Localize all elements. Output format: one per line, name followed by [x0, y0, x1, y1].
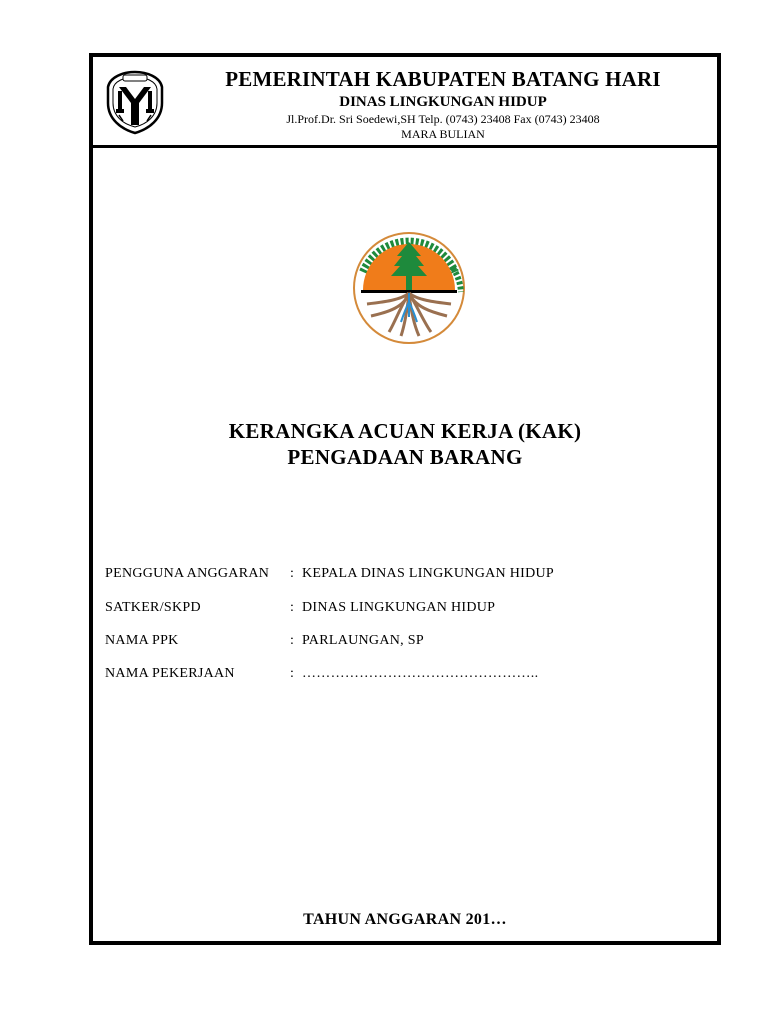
- batang-hari-emblem-icon: [105, 69, 165, 135]
- department-city: MARA BULIAN: [401, 127, 485, 141]
- info-value: …………………………………………..: [302, 666, 539, 681]
- info-colon: :: [290, 666, 295, 681]
- document-title-line2: PENGADAAN BARANG: [287, 445, 523, 469]
- document-frame: [89, 53, 721, 945]
- letterhead: [93, 57, 717, 148]
- info-value: KEPALA DINAS LINGKUNGAN HIDUP: [302, 566, 555, 581]
- info-colon: :: [290, 566, 295, 581]
- environment-ministry-logo-icon: [349, 232, 469, 344]
- department-name: DINAS LINGKUNGAN HIDUP: [339, 94, 547, 110]
- budget-year: TAHUN ANGGARAN 201…: [303, 911, 507, 928]
- info-colon: :: [290, 600, 295, 615]
- info-value: DINAS LINGKUNGAN HIDUP: [302, 600, 496, 615]
- info-value: PARLAUNGAN, SP: [302, 633, 424, 648]
- info-label: SATKER/SKPD: [105, 600, 201, 615]
- agency-title: PEMERINTAH KABUPATEN BATANG HARI: [225, 67, 661, 91]
- info-label: NAMA PPK: [105, 633, 179, 648]
- info-label: NAMA PEKERJAAN: [105, 666, 235, 681]
- info-label: PENGGUNA ANGGARAN: [105, 566, 270, 581]
- department-address: Jl.Prof.Dr. Sri Soedewi,SH Telp. (0743) 23408 Fax (0743) 23408: [286, 112, 600, 126]
- document-title-line1: KERANGKA ACUAN KERJA (KAK): [228, 419, 582, 443]
- info-colon: :: [290, 633, 295, 648]
